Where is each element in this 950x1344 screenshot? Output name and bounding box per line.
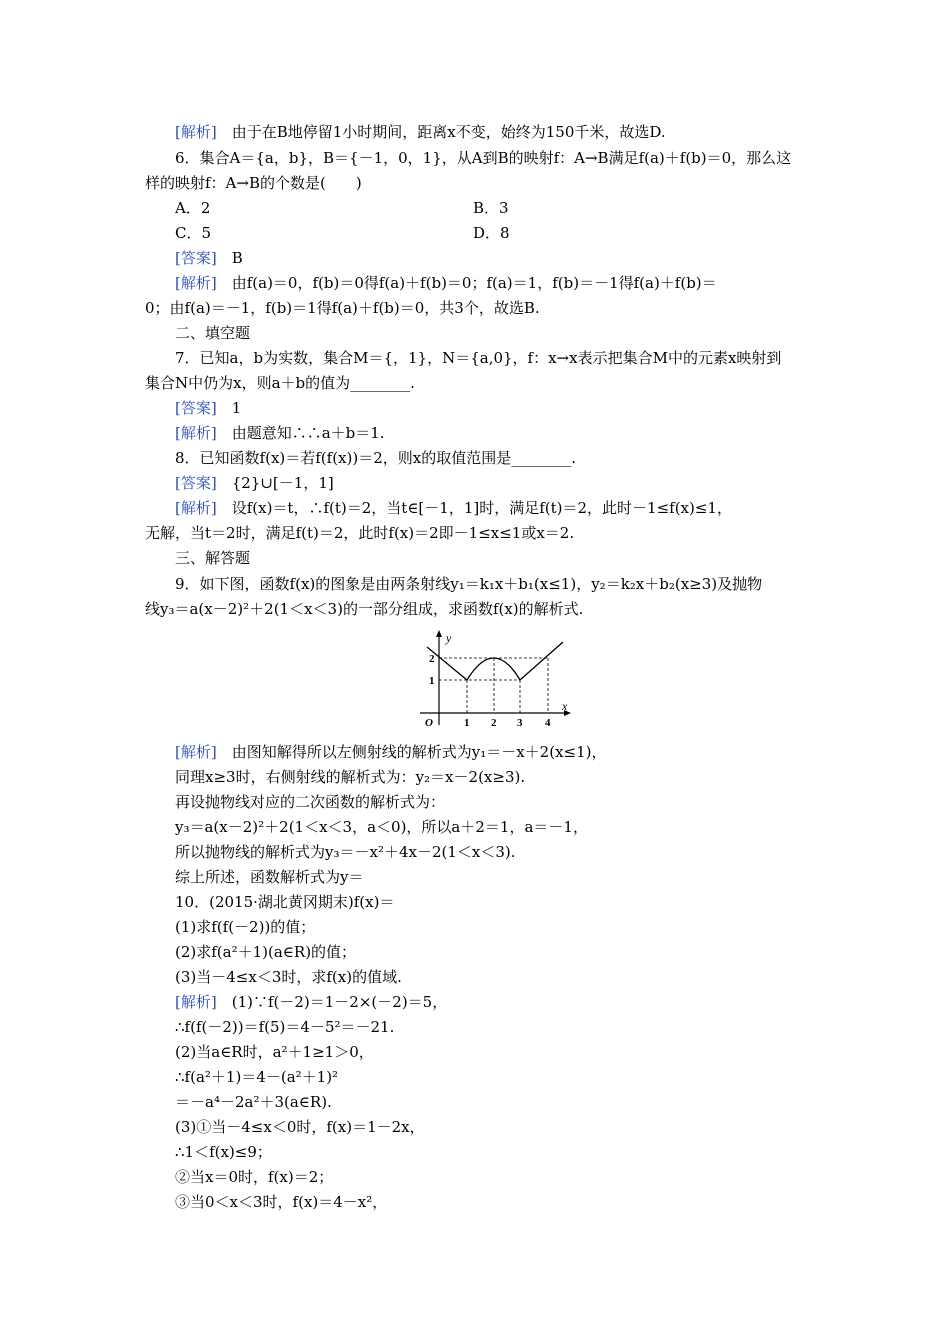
options-cd xyxy=(175,222,810,244)
answer-7 xyxy=(175,397,810,419)
line-text: 由f(a)＝0，f(b)＝0得f(a)＋f(b)＝0；f(a)＝1，f(b)＝－1得f(a)＋f(b)＝ xyxy=(216,274,717,292)
question-10-part-1 xyxy=(175,916,810,938)
line-text: ∴1＜f(x)≤9； xyxy=(175,1143,272,1161)
analysis-7 xyxy=(175,422,810,444)
line-text: ∴f(a²＋1)＝4－(a²＋1)² xyxy=(175,1068,339,1086)
analysis-9-line-2 xyxy=(175,766,810,788)
option-d: D．8 xyxy=(473,224,510,242)
question-9-cont xyxy=(145,598,810,620)
guide-lines xyxy=(439,658,548,713)
tag-answer: [答案] xyxy=(175,474,217,492)
line-text: 同理x≥3时，右侧射线的解析式为：y₂＝x－2(x≥3). xyxy=(175,768,526,786)
y-axis-label: y xyxy=(446,631,452,645)
x-tick-2: 2 xyxy=(491,717,497,728)
x-tick-1: 1 xyxy=(464,717,470,728)
origin-label: O xyxy=(425,717,433,728)
line-text: y₃＝a(x－2)²＋2(1＜x＜3，a＜0)，所以a＋2＝1，a＝－1， xyxy=(175,818,588,836)
function-curve xyxy=(427,642,563,680)
analysis-10 xyxy=(175,991,810,1013)
line-text: 由于在B地停留1小时期间，距离x不变，始终为150千米，故选D. xyxy=(216,123,666,141)
section-heading: 三、解答题 xyxy=(175,549,251,567)
question-6-cont xyxy=(145,172,810,194)
analysis-10-line-9 xyxy=(175,1191,810,1213)
section-heading: 二、填空题 xyxy=(175,324,251,342)
question-10 xyxy=(175,891,810,913)
analysis-9 xyxy=(175,741,810,763)
line-text: 6．集合A＝{a，b}，B＝{－1，0，1}，从A到B的映射f：A→B满足f(a)＋f(b)＝0，那么这 xyxy=(175,149,792,167)
analysis-10-line-4 xyxy=(175,1066,810,1088)
line-text: 由图知解得所以左侧射线的解析式为y₁＝－x＋2(x≤1)， xyxy=(216,743,607,761)
question-8 xyxy=(175,447,810,469)
line-text: 无解，当t＝2时，满足f(t)＝2，此时f(x)＝2即－1≤x≤1或x＝2. xyxy=(145,524,575,542)
line-text: (2)求f(a²＋1)(a∈R)的值； xyxy=(175,943,357,961)
line-text: (3)当－4≤x＜3时，求f(x)的值域. xyxy=(175,968,402,986)
options-ab xyxy=(175,197,810,219)
analysis-10-line-5 xyxy=(175,1091,810,1113)
section-solve xyxy=(175,547,810,569)
answer-8 xyxy=(175,472,810,494)
x-tick-4: 4 xyxy=(545,717,551,728)
analysis-9-line-6 xyxy=(175,866,810,888)
analysis-10-line-8 xyxy=(175,1166,810,1188)
question-6 xyxy=(175,147,810,169)
line-text: 9．如下图，函数f(x)的图象是由两条射线y₁＝k₁x＋b₁(x≤1)，y₂＝k₂x＋b₂(x≥3)及抛物 xyxy=(175,575,763,593)
analysis-10-line-7 xyxy=(175,1141,810,1163)
tag-answer: [答案] xyxy=(175,399,217,417)
line-text: (2)当a∈R时，a²＋1≥1＞0， xyxy=(175,1043,374,1061)
analysis-6 xyxy=(175,272,810,294)
option-b: B．3 xyxy=(473,199,509,217)
line-text: 集合N中仍为x，则a＋b的值为________. xyxy=(145,374,415,392)
line-text: B xyxy=(216,249,243,267)
line-text: (3)①当－4≤x＜0时，f(x)＝1－2x， xyxy=(175,1118,425,1136)
tag-analysis: [解析] xyxy=(175,743,217,761)
line-1 xyxy=(175,121,810,143)
line-text: 7．已知a，b为实数，集合M＝{，1}，N＝{a,0}，f：x→x表示把集合M中的元素x映射到 xyxy=(175,349,782,367)
question-9 xyxy=(175,573,810,595)
y-axis-arrow xyxy=(436,630,442,637)
question-7-cont xyxy=(145,372,810,394)
line-text: 10．(2015·湖北黄冈期末)f(x)＝ xyxy=(175,893,395,911)
line-text: (1)求f(f(－2))的值； xyxy=(175,918,316,936)
line-text: (1)∵f(－2)＝1－2×(－2)＝5， xyxy=(216,993,448,1011)
line-text: 0；由f(a)＝－1，f(b)＝1得f(a)＋f(b)＝0，共3个，故选B. xyxy=(145,299,540,317)
analysis-9-line-3 xyxy=(175,791,810,813)
tag-answer: [答案] xyxy=(175,249,217,267)
line-text: {2}∪[－1，1] xyxy=(216,474,334,492)
line-text: 设f(x)＝t，∴f(t)＝2，当t∈[－1，1]时，满足f(t)＝2，此时－1≤f(x)≤1， xyxy=(216,499,732,517)
tag-analysis: [解析] xyxy=(175,123,217,141)
tag-analysis: [解析] xyxy=(175,499,217,517)
graph-svg xyxy=(415,628,575,728)
y-tick-1: 1 xyxy=(429,675,435,687)
section-fill-in xyxy=(175,322,810,344)
analysis-10-line-3 xyxy=(175,1041,810,1063)
line-text: ③当0＜x＜3时，f(x)＝4－x²， xyxy=(175,1193,388,1211)
analysis-8 xyxy=(175,497,810,519)
analysis-10-line-2 xyxy=(175,1016,810,1038)
line-text: 线y₃＝a(x－2)²＋2(1＜x＜3)的一部分组成，求函数f(x)的解析式. xyxy=(145,600,584,618)
analysis-8-cont xyxy=(145,522,810,544)
question-7 xyxy=(175,347,810,369)
option-a: A．2 xyxy=(175,199,211,217)
x-axis-label: x xyxy=(562,699,568,713)
line-text: 8．已知函数f(x)＝若f(f(x))＝2，则x的取值范围是________. xyxy=(175,449,577,467)
function-graph xyxy=(415,628,575,728)
tag-analysis: [解析] xyxy=(175,274,217,292)
analysis-10-line-6 xyxy=(175,1116,810,1138)
line-text: 综上所述，函数解析式为y＝ xyxy=(175,868,364,886)
question-10-part-2 xyxy=(175,941,810,963)
analysis-9-line-4 xyxy=(175,816,810,838)
line-text: 再设抛物线对应的二次函数的解析式为： xyxy=(175,793,446,811)
line-text: ＝－a⁴－2a²＋3(a∈R). xyxy=(175,1093,332,1111)
analysis-9-line-5 xyxy=(175,841,810,863)
tag-analysis: [解析] xyxy=(175,993,217,1011)
option-c: C．5 xyxy=(175,224,212,242)
line-text: 样的映射f：A→B的个数是( ) xyxy=(145,174,362,192)
line-text: 所以抛物线的解析式为y₃＝－x²＋4x－2(1＜x＜3). xyxy=(175,843,516,861)
question-10-part-3 xyxy=(175,966,810,988)
line-text: 由题意知∴∴a＋b＝1. xyxy=(216,424,385,442)
line-text: 1 xyxy=(216,399,242,417)
analysis-6-cont xyxy=(145,297,810,319)
answer-6 xyxy=(175,247,810,269)
y-tick-2: 2 xyxy=(429,653,435,665)
line-text: ②当x＝0时，f(x)＝2； xyxy=(175,1168,334,1186)
tag-analysis: [解析] xyxy=(175,424,217,442)
line-text: ∴f(f(－2))＝f(5)＝4－5²＝－21. xyxy=(175,1018,395,1036)
x-tick-3: 3 xyxy=(517,717,523,728)
